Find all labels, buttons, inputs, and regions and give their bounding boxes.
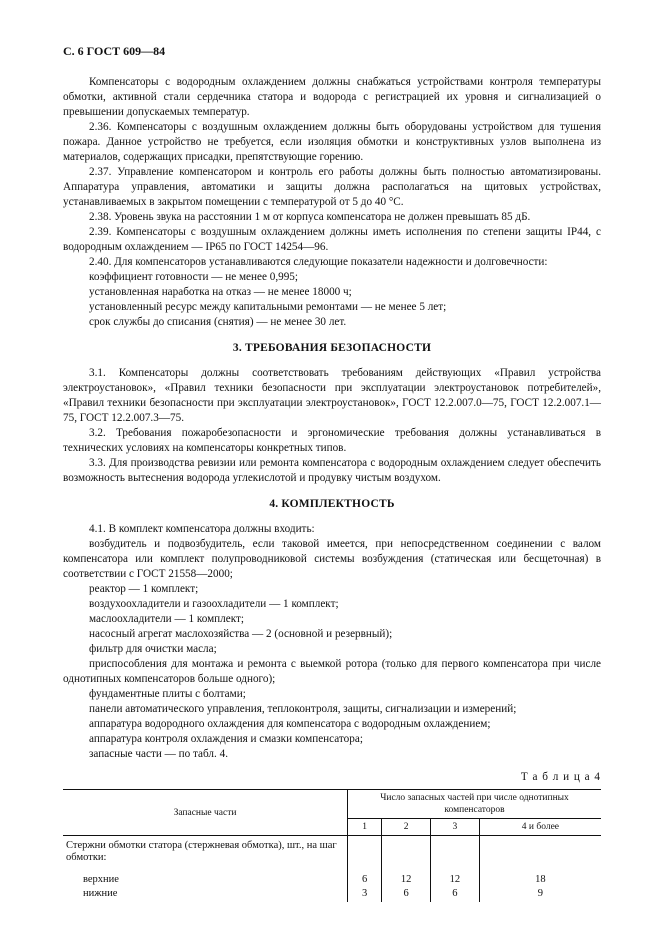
paragraph: аппаратура водородного охлаждения для компенсатора с водородным охлаждением; xyxy=(89,718,491,730)
paragraph: аппаратура контроля охлаждения и смазки компенсатора; xyxy=(89,733,363,745)
cell: 6 xyxy=(348,866,382,888)
paragraph: 2.37. Управление компенсатором и контроль его работы должны быть полностью автоматизированы. Аппаратура управления, автоматики и защиты должна располагаться на щитовых устройствах, устанавливаемых в закрытом помещении с температурой от 5 до 40 °С. xyxy=(63,166,601,208)
paragraph: 4.1. В комплект компенсатора должны входить: xyxy=(89,523,315,535)
paragraph: приспособления для монтажа и ремонта с выемкой ротора (только для первого компенсатора при числе однотипных компенсаторов больше одного); xyxy=(63,658,601,685)
paragraph: 2.39. Компенсаторы с воздушным охлаждением должны иметь исполнения по степени защиты IP44, с водородным охлаждением — IP65 по ГОСТ 14254—96. xyxy=(63,226,601,253)
paragraph: маслоохладители — 1 комплект; xyxy=(89,613,244,625)
row-label-lower: нижние xyxy=(83,888,118,899)
col-header-4: 4 и более xyxy=(479,819,601,836)
cell: 6 xyxy=(382,888,431,902)
col-header-parts: Запасные части xyxy=(63,790,348,836)
col-header-3: 3 xyxy=(431,819,480,836)
spare-parts-table xyxy=(63,789,601,902)
table-row xyxy=(63,836,601,867)
col-header-group: Число запасных частей при числе однотипных компенсаторов xyxy=(348,790,602,819)
document-page xyxy=(63,44,601,902)
row-label-upper: верхние xyxy=(83,874,119,885)
paragraph: насосный агрегат маслохозяйства — 2 (основной и резервный); xyxy=(89,628,393,640)
paragraph: коэффициент готовности — не менее 0,995; xyxy=(89,271,299,283)
cell: 12 xyxy=(382,866,431,888)
page-header: С. 6 ГОСТ 609—84 xyxy=(63,44,166,58)
cell: 9 xyxy=(479,888,601,902)
table-row xyxy=(63,888,601,902)
section-3-title: 3. ТРЕБОВАНИЯ БЕЗОПАСНОСТИ xyxy=(232,342,432,354)
paragraph: фундаментные плиты с болтами; xyxy=(89,688,246,700)
paragraph: воздухоохладители и газоохладители — 1 комплект; xyxy=(89,598,339,610)
paragraph: фильтр для очистки масла; xyxy=(89,643,217,655)
paragraph: 2.40. Для компенсаторов устанавливаются следующие показатели надежности и долговечности: xyxy=(89,256,548,268)
paragraph: 3.2. Требования пожаробезопасности и эргономические требования должны устанавливаться в технических условиях на компенсаторы конкретных типов. xyxy=(63,427,601,454)
cell: 3 xyxy=(348,888,382,902)
section-4-text xyxy=(63,522,601,762)
cell: 6 xyxy=(431,888,480,902)
paragraph: панели автоматического управления, теплоконтроля, защиты, сигнализации и измерений; xyxy=(89,703,517,715)
section-3-text xyxy=(63,366,601,486)
paragraph: Компенсаторы с водородным охлаждением должны снабжаться устройствами контроля температуры обмотки, активной стали сердечника статора и водорода с регистрацией их уровня и сигнализацией о превышении допускаемых температур. xyxy=(63,76,601,118)
paragraph: 2.38. Уровень звука на расстоянии 1 м от корпуса компенсатора не должен превышать 85 дБ. xyxy=(89,211,531,223)
paragraph: установленный ресурс между капитальными ремонтами — не менее 5 лет; xyxy=(89,301,447,313)
paragraph: реактор — 1 комплект; xyxy=(89,583,199,595)
row-title: Стержни обмотки статора (стержневая обмотка), шт., на шаг обмотки: xyxy=(66,840,337,863)
paragraph: 2.36. Компенсаторы с воздушным охлаждением должны быть оборудованы устройством для тушения пожара. Данное устройство не требуется, если изоляция обмотки и конструктивных узлов выполнена из материалов, содержащих присадки, препятствующие горению. xyxy=(63,121,601,163)
paragraph: 3.3. Для производства ревизии или ремонта компенсатора с водородным охлаждением следует обеспечить возможность вытеснения водорода углекислотой и продувку чистым воздухом. xyxy=(63,457,601,484)
paragraph: 3.1. Компенсаторы должны соответствовать требованиям действующих «Правил устройства электроустановок», «Правил техники безопасности при эксплуатации электроустановок потребителей», «Правил техники безопасности при эксплуатации электроустановок», ГОСТ 12.2.007.0—75, ГОСТ 12.2.007.1—75, ГОСТ 12.2.007.3—75. xyxy=(63,367,601,424)
cell: 18 xyxy=(479,866,601,888)
table-caption: Т а б л и ц а 4 xyxy=(520,771,601,783)
col-header-1: 1 xyxy=(348,819,382,836)
paragraph: возбудитель и подвозбудитель, если таковой имеется, при непосредственном соединении с валом компенсатора или комплект полупроводниковой системы возбуждения (статическая или бесщеточная) в соответствии с ГОСТ 21558—2000; xyxy=(63,538,601,580)
cell: 12 xyxy=(431,866,480,888)
section-4-title: 4. КОМПЛЕКТНОСТЬ xyxy=(269,498,395,510)
paragraph: запасные части — по табл. 4. xyxy=(89,748,228,760)
paragraph: установленная наработка на отказ — не менее 18000 ч; xyxy=(89,286,352,298)
paragraph: срок службы до списания (снятия) — не менее 30 лет. xyxy=(89,316,347,328)
section-2-text xyxy=(63,75,601,330)
col-header-2: 2 xyxy=(382,819,431,836)
table-row xyxy=(63,866,601,888)
